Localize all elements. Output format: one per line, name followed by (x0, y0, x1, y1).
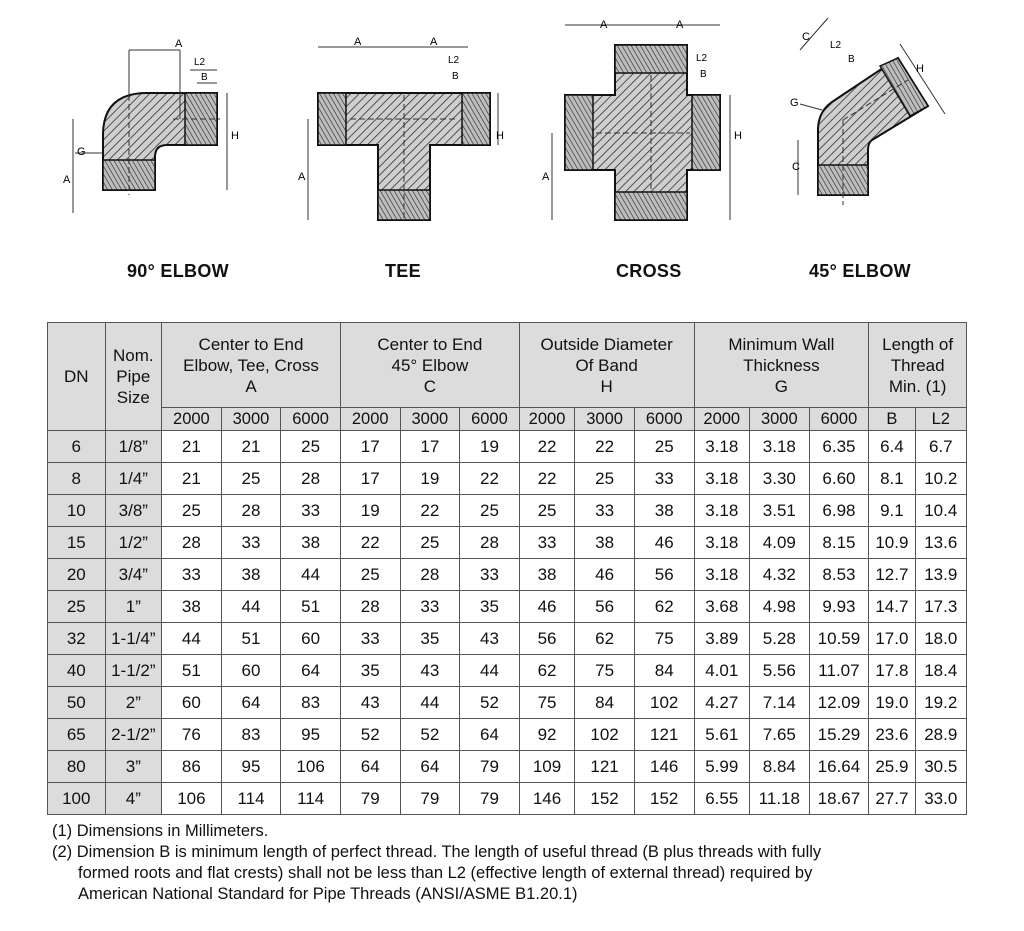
table-cell: 11.18 (750, 783, 810, 815)
table-cell: 12.09 (809, 687, 869, 719)
dn-cell: 40 (48, 655, 106, 687)
table-cell: 17 (340, 431, 400, 463)
table-cell: 33 (281, 495, 341, 527)
pipe-size-cell: 1-1/4” (105, 623, 162, 655)
table-cell: 92 (519, 719, 575, 751)
table-cell: 38 (575, 527, 635, 559)
dim-label-h: H (734, 130, 742, 142)
table-cell: 60 (162, 687, 222, 719)
table-cell: 8.84 (750, 751, 810, 783)
table-cell: 146 (519, 783, 575, 815)
table-cell: 5.56 (750, 655, 810, 687)
table-cell: 46 (519, 591, 575, 623)
table-cell: 3.30 (750, 463, 810, 495)
table-cell: 84 (575, 687, 635, 719)
tee-drawing (290, 35, 520, 235)
header-dn: DN (48, 323, 106, 431)
header-line: Minimum Wall (728, 334, 835, 354)
table-cell: 52 (400, 719, 460, 751)
table-cell: 3.89 (694, 623, 750, 655)
table-cell: 25 (460, 495, 520, 527)
table-cell: 62 (519, 655, 575, 687)
header-line: G (774, 376, 788, 396)
table-cell: 121 (575, 751, 635, 783)
table-cell: 3.18 (694, 527, 750, 559)
table-cell: 43 (460, 623, 520, 655)
table-cell: 4.98 (750, 591, 810, 623)
table-cell: 22 (519, 431, 575, 463)
table-cell: 62 (634, 591, 694, 623)
table-cell: 6.60 (809, 463, 869, 495)
dim-label-h: H (916, 63, 924, 75)
table-cell: 3.18 (750, 431, 810, 463)
pipe-size-cell: 3” (105, 751, 162, 783)
table-cell: 33 (460, 559, 520, 591)
table-row (48, 719, 967, 751)
dn-cell: 10 (48, 495, 106, 527)
dn-cell: 20 (48, 559, 106, 591)
header-nom-pipe-size (105, 323, 162, 431)
header-line: Thread (890, 355, 945, 375)
header-line: Thickness (743, 355, 820, 375)
table-cell: 25 (340, 559, 400, 591)
table-cell: 3.18 (694, 495, 750, 527)
header-line: A (245, 376, 257, 396)
dim-label-h: H (231, 130, 239, 142)
dim-label-l2: L2 (830, 40, 842, 51)
table-cell: 19 (460, 431, 520, 463)
dn-cell: 100 (48, 783, 106, 815)
pipe-size-cell: 4” (105, 783, 162, 815)
header-line: Nom. (113, 346, 154, 365)
table-cell: 35 (340, 655, 400, 687)
header-line: Pipe (116, 367, 151, 386)
table-cell: 44 (221, 591, 281, 623)
dim-label-g: G (77, 146, 86, 158)
table-row (48, 463, 967, 495)
table-cell: 22 (400, 495, 460, 527)
table-cell: 21 (162, 431, 222, 463)
table-cell: 33 (634, 463, 694, 495)
table-cell: 28 (221, 495, 281, 527)
table-cell: 46 (634, 527, 694, 559)
sub-header-cell: B (869, 408, 915, 431)
dim-label-a-vert: A (298, 171, 306, 183)
dim-label-a-vert: A (63, 174, 71, 186)
table-row (48, 527, 967, 559)
dim-label-a: A (175, 38, 183, 50)
dim-label-g: G (790, 97, 799, 109)
table-cell: 25.9 (869, 751, 915, 783)
table-cell: 79 (460, 783, 520, 815)
dn-cell: 15 (48, 527, 106, 559)
table-cell: 95 (281, 719, 341, 751)
dn-cell: 65 (48, 719, 106, 751)
sub-header-cell: 6000 (281, 408, 341, 431)
footnotes (52, 821, 982, 905)
table-cell: 17 (340, 463, 400, 495)
header-line: Min. (1) (888, 376, 947, 396)
table-cell: 25 (634, 431, 694, 463)
table-cell: 25 (519, 495, 575, 527)
table-row (48, 751, 967, 783)
table-cell: 22 (340, 527, 400, 559)
figure-45-elbow (780, 10, 980, 281)
note-2-line-2: formed roots and flat crests) shall not be less than L2 (effective length of external thread) required by (78, 864, 813, 882)
pipe-size-cell: 1” (105, 591, 162, 623)
pipe-size-cell: 1/8” (105, 431, 162, 463)
table-cell: 38 (221, 559, 281, 591)
table-cell: 17.3 (915, 591, 966, 623)
table-cell: 7.65 (750, 719, 810, 751)
table-cell: 9.1 (869, 495, 915, 527)
table-cell: 14.7 (869, 591, 915, 623)
table-cell: 121 (634, 719, 694, 751)
header-line: H (600, 376, 613, 396)
table-cell: 86 (162, 751, 222, 783)
table-cell: 33 (575, 495, 635, 527)
table-cell: 4.01 (694, 655, 750, 687)
pipe-size-cell: 1/2” (105, 527, 162, 559)
table-cell: 64 (340, 751, 400, 783)
table-cell: 11.07 (809, 655, 869, 687)
table-cell: 9.93 (809, 591, 869, 623)
figure-tee (290, 35, 520, 281)
dn-cell: 32 (48, 623, 106, 655)
dim-label-a-right: A (430, 36, 438, 48)
table-cell: 75 (634, 623, 694, 655)
table-cell: 35 (460, 591, 520, 623)
dim-label-a-right: A (676, 19, 684, 31)
table-cell: 15.29 (809, 719, 869, 751)
table-cell: 102 (634, 687, 694, 719)
table-cell: 152 (634, 783, 694, 815)
table-cell: 76 (162, 719, 222, 751)
sub-header-cell: 3000 (400, 408, 460, 431)
table-cell: 3.18 (694, 431, 750, 463)
table-cell: 4.32 (750, 559, 810, 591)
table-cell: 28 (281, 463, 341, 495)
table-cell: 19 (340, 495, 400, 527)
table-cell: 38 (281, 527, 341, 559)
dim-label-b: B (700, 69, 707, 80)
table-cell: 79 (340, 783, 400, 815)
table-cell: 13.9 (915, 559, 966, 591)
figure-label: CROSS (616, 261, 682, 281)
table-cell: 8.1 (869, 463, 915, 495)
dn-cell: 8 (48, 463, 106, 495)
header-line: 45° Elbow (391, 355, 469, 375)
table-cell: 22 (575, 431, 635, 463)
table-cell: 52 (460, 687, 520, 719)
dim-label-h: H (496, 130, 504, 142)
header-line: Size (116, 388, 150, 407)
table-cell: 5.28 (750, 623, 810, 655)
table-cell: 28 (162, 527, 222, 559)
table-row (48, 655, 967, 687)
table-cell: 17 (400, 431, 460, 463)
table-cell: 79 (460, 751, 520, 783)
table-cell: 56 (575, 591, 635, 623)
table-row (48, 559, 967, 591)
dim-label-c-vert: C (792, 161, 800, 173)
table-row (48, 783, 967, 815)
table-cell: 64 (221, 687, 281, 719)
dimensions-table (47, 322, 967, 815)
table-cell: 3.51 (750, 495, 810, 527)
table-cell: 83 (281, 687, 341, 719)
table-cell: 64 (400, 751, 460, 783)
table-cell: 38 (634, 495, 694, 527)
table-cell: 33 (162, 559, 222, 591)
table-cell: 33.0 (915, 783, 966, 815)
table-cell: 35 (400, 623, 460, 655)
table-cell: 5.99 (694, 751, 750, 783)
table-cell: 43 (400, 655, 460, 687)
pipe-size-cell: 2-1/2” (105, 719, 162, 751)
table-cell: 25 (400, 527, 460, 559)
table-cell: 25 (162, 495, 222, 527)
table-cell: 6.35 (809, 431, 869, 463)
table-cell: 60 (221, 655, 281, 687)
table-cell: 10.4 (915, 495, 966, 527)
table-cell: 3.18 (694, 559, 750, 591)
table-row (48, 687, 967, 719)
table-cell: 27.7 (869, 783, 915, 815)
sub-header-row (48, 408, 967, 431)
dim-label-a-left: A (600, 19, 608, 31)
pipe-size-cell: 1/4” (105, 463, 162, 495)
table-cell: 19 (400, 463, 460, 495)
table-cell: 44 (162, 623, 222, 655)
table-cell: 51 (281, 591, 341, 623)
table-cell: 18.67 (809, 783, 869, 815)
table-cell: 23.6 (869, 719, 915, 751)
sub-header-cell: 2000 (694, 408, 750, 431)
table-body (48, 431, 967, 815)
table-cell: 44 (281, 559, 341, 591)
sub-header-cell: 2000 (340, 408, 400, 431)
dim-label-c: C (802, 31, 810, 43)
table-cell: 83 (221, 719, 281, 751)
table-cell: 28 (460, 527, 520, 559)
table-cell: 51 (162, 655, 222, 687)
table-cell: 114 (281, 783, 341, 815)
table-cell: 95 (221, 751, 281, 783)
pipe-size-cell: 2” (105, 687, 162, 719)
table-cell: 7.14 (750, 687, 810, 719)
table-cell: 33 (221, 527, 281, 559)
dn-cell: 25 (48, 591, 106, 623)
table-cell: 33 (340, 623, 400, 655)
table-cell: 56 (519, 623, 575, 655)
table-cell: 75 (519, 687, 575, 719)
sub-header-cell: 2000 (519, 408, 575, 431)
dim-label-b: B (201, 72, 208, 83)
sub-header-cell: 3000 (575, 408, 635, 431)
table-cell: 13.6 (915, 527, 966, 559)
header-od-band (519, 323, 694, 408)
table-cell: 33 (519, 527, 575, 559)
dim-label-l2: L2 (696, 53, 708, 64)
dim-label-b: B (452, 71, 459, 82)
dn-cell: 80 (48, 751, 106, 783)
figure-label: TEE (385, 261, 421, 281)
table-cell: 21 (162, 463, 222, 495)
table-cell: 22 (519, 463, 575, 495)
table-cell: 6.55 (694, 783, 750, 815)
pipe-size-cell: 1-1/2” (105, 655, 162, 687)
table-cell: 52 (340, 719, 400, 751)
table-cell: 3.68 (694, 591, 750, 623)
table-cell: 146 (634, 751, 694, 783)
table-cell: 64 (281, 655, 341, 687)
sub-header-cell: 3000 (221, 408, 281, 431)
pipe-size-cell: 3/8” (105, 495, 162, 527)
header-line: Of Band (575, 355, 638, 375)
table-cell: 30.5 (915, 751, 966, 783)
table-cell: 44 (460, 655, 520, 687)
table-cell: 28.9 (915, 719, 966, 751)
table-cell: 60 (281, 623, 341, 655)
dim-label-a-left: A (354, 36, 362, 48)
table-cell: 6.98 (809, 495, 869, 527)
table-cell: 8.53 (809, 559, 869, 591)
dn-cell: 50 (48, 687, 106, 719)
header-center-elbow (162, 323, 341, 408)
header-center-45 (340, 323, 519, 408)
dim-label-l2: L2 (194, 57, 206, 68)
table-cell: 75 (575, 655, 635, 687)
sub-header-cell: 3000 (750, 408, 810, 431)
table-row (48, 591, 967, 623)
table-row (48, 495, 967, 527)
table-cell: 10.2 (915, 463, 966, 495)
table-cell: 17.8 (869, 655, 915, 687)
figure-90-elbow (55, 35, 255, 281)
header-line: Length of (882, 334, 954, 354)
sub-header-cell: 2000 (162, 408, 222, 431)
table-cell: 152 (575, 783, 635, 815)
table-cell: 16.64 (809, 751, 869, 783)
table-cell: 38 (519, 559, 575, 591)
table-cell: 38 (162, 591, 222, 623)
table-cell: 10.9 (869, 527, 915, 559)
table-cell: 46 (575, 559, 635, 591)
table-cell: 25 (221, 463, 281, 495)
table-cell: 114 (221, 783, 281, 815)
table-cell: 106 (281, 751, 341, 783)
figure-label: 90° ELBOW (127, 261, 229, 281)
table-cell: 64 (460, 719, 520, 751)
note-2-line-1: (2) Dimension B is minimum length of perfect thread. The length of useful thread (B plus threads with fully (52, 843, 822, 861)
header-line: Center to End (198, 334, 304, 354)
table-cell: 21 (221, 431, 281, 463)
table-cell: 17.0 (869, 623, 915, 655)
sub-header-cell: 6000 (809, 408, 869, 431)
dim-label-l2: L2 (448, 55, 460, 66)
header-line: Center to End (377, 334, 483, 354)
sub-header-cell: 6000 (460, 408, 520, 431)
header-thread-length (869, 323, 967, 408)
table-cell: 62 (575, 623, 635, 655)
table-cell: 3.18 (694, 463, 750, 495)
note-2-line-3: American National Standard for Pipe Threads (ANSI/ASME B1.20.1) (78, 885, 578, 903)
table-cell: 18.4 (915, 655, 966, 687)
table-cell: 19.0 (869, 687, 915, 719)
header-line: C (423, 376, 436, 396)
header-line: Outside Diameter (540, 334, 673, 354)
table-cell: 25 (575, 463, 635, 495)
pipe-size-cell: 3/4” (105, 559, 162, 591)
cross-drawing (530, 15, 770, 235)
table-row (48, 623, 967, 655)
dim-label-a-vert: A (542, 171, 550, 183)
table-cell: 102 (575, 719, 635, 751)
table-cell: 4.27 (694, 687, 750, 719)
table-cell: 44 (400, 687, 460, 719)
table-cell: 28 (340, 591, 400, 623)
table-cell: 10.59 (809, 623, 869, 655)
table-cell: 5.61 (694, 719, 750, 751)
table-cell: 43 (340, 687, 400, 719)
dn-cell: 6 (48, 431, 106, 463)
table-cell: 22 (460, 463, 520, 495)
table-cell: 18.0 (915, 623, 966, 655)
table-cell: 106 (162, 783, 222, 815)
table-cell: 25 (281, 431, 341, 463)
sub-header-cell: L2 (915, 408, 966, 431)
table-cell: 12.7 (869, 559, 915, 591)
table-row (48, 431, 967, 463)
table-cell: 19.2 (915, 687, 966, 719)
elbow-90-drawing (55, 35, 255, 235)
table-cell: 6.7 (915, 431, 966, 463)
note-1: (1) Dimensions in Millimeters. (52, 822, 269, 840)
header-min-wall (694, 323, 869, 408)
header-line: Elbow, Tee, Cross (183, 355, 319, 375)
table-cell: 51 (221, 623, 281, 655)
table-cell: 79 (400, 783, 460, 815)
table-cell: 8.15 (809, 527, 869, 559)
table-cell: 4.09 (750, 527, 810, 559)
table-cell: 6.4 (869, 431, 915, 463)
dim-label-b: B (848, 54, 855, 65)
figure-label: 45° ELBOW (809, 261, 911, 281)
figure-cross (530, 15, 770, 281)
table-cell: 109 (519, 751, 575, 783)
sub-header-cell: 6000 (634, 408, 694, 431)
table-cell: 84 (634, 655, 694, 687)
table-cell: 28 (400, 559, 460, 591)
elbow-45-drawing (780, 10, 980, 235)
table-cell: 33 (400, 591, 460, 623)
table-cell: 56 (634, 559, 694, 591)
